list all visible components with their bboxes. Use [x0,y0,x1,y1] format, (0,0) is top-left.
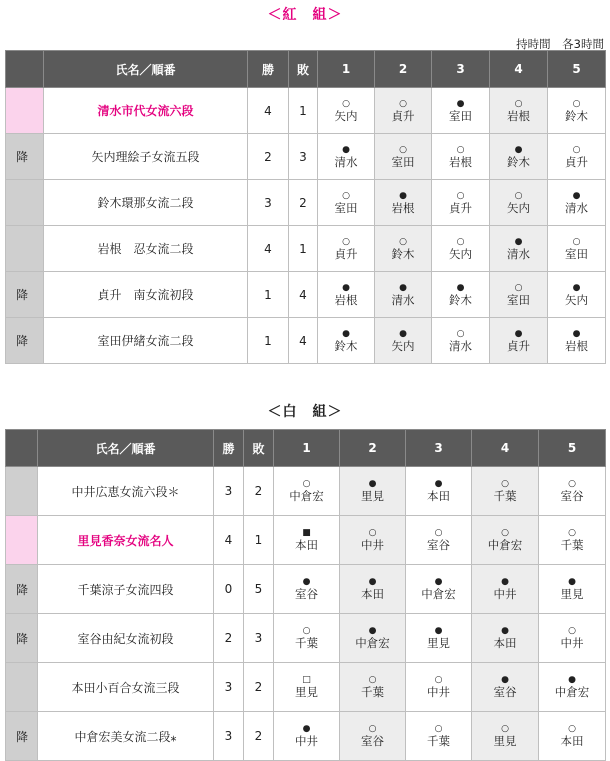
game-result-cell [340,565,406,614]
win-count: 0 [214,565,244,614]
game-result-cell [432,272,490,318]
loss-count: 2 [244,712,274,761]
game-result-cell [472,712,539,761]
opponent-name: 清水 [449,338,472,353]
round-header: 4 [490,51,548,88]
player-name: 千葉涼子女流四段 [38,565,214,614]
player-name: 室谷由紀女流初段 [38,614,214,663]
opponent-name: 清水 [334,154,358,169]
result-mark: ● [572,282,581,293]
loss-header: 敗 [289,51,318,88]
round-header: 3 [406,430,472,467]
game-result-cell [490,226,548,272]
relegation-status [6,180,44,226]
result-mark: ● [514,236,523,247]
result-mark: ○ [342,190,350,201]
opponent-name: 本田 [560,734,584,748]
game-result-cell [539,712,606,761]
relegation-status [6,516,38,565]
white-group-body [6,467,606,761]
game-result-cell [472,614,539,663]
result-mark: ○ [572,98,581,109]
opponent-name: 矢内 [334,108,358,123]
player-row [6,226,606,272]
opponent-name: 中井 [427,685,450,699]
loss-count: 1 [289,226,318,272]
result-mark: ● [368,479,377,489]
win-count: 4 [248,88,289,134]
relegation-status: 降 [6,134,44,180]
opponent-name: 室谷 [427,538,450,552]
game-result-cell [274,516,340,565]
round-header: 2 [375,51,432,88]
result-mark: ● [456,98,465,109]
result-mark: ○ [572,144,581,155]
win-count: 4 [248,226,289,272]
win-count: 2 [248,134,289,180]
opponent-name: 千葉 [427,734,450,748]
game-result-cell [406,712,472,761]
result-mark: ○ [568,479,576,489]
round-header: 1 [318,51,375,88]
game-result-cell [548,226,606,272]
game-result-cell [274,565,340,614]
opponent-name: 中倉宏 [554,685,590,699]
game-result-cell [548,134,606,180]
result-mark: ○ [501,528,509,538]
result-mark: ● [514,328,523,339]
opponent-name: 清水 [507,246,530,261]
game-result-cell [432,318,490,364]
opponent-name: 本田 [295,538,318,552]
red-group-title: ＜紅 組＞ [267,7,343,23]
game-result-cell [375,88,432,134]
opponent-name: 鈴木 [565,108,588,123]
round-header: 3 [432,51,490,88]
round-header: 1 [274,430,340,467]
result-mark: ○ [456,328,465,339]
opponent-name: 里見 [427,636,450,650]
result-mark: ○ [456,144,465,155]
player-name: 岩根 忍女流二段 [44,226,248,272]
opponent-name: 岩根 [391,200,415,215]
opponent-name: 貞升 [449,200,472,215]
result-mark: ○ [434,528,443,538]
game-result-cell [490,134,548,180]
win-count: 3 [248,180,289,226]
game-result-cell [274,614,340,663]
result-mark: ● [302,577,311,587]
game-result-cell [340,663,406,712]
result-mark: ○ [434,675,443,685]
loss-count: 5 [244,565,274,614]
game-result-cell [432,226,490,272]
opponent-name: 里見 [560,587,584,601]
result-mark: ○ [302,626,311,636]
opponent-name: 室田 [565,246,588,261]
opponent-name: 千葉 [493,489,517,503]
game-result-cell [548,88,606,134]
opponent-name: 室田 [449,108,472,123]
opponent-name: 室田 [507,292,530,307]
result-mark: ○ [399,98,407,109]
game-result-cell [432,134,490,180]
win-header: 勝 [214,430,244,467]
round-header: 2 [340,430,406,467]
game-result-cell [274,663,340,712]
player-name: 貞升 南女流初段 [44,272,248,318]
opponent-name: 鈴木 [334,338,358,353]
game-result-cell [375,318,432,364]
player-name: 鈴木環那女流二段 [44,180,248,226]
opponent-name: 鈴木 [391,246,415,261]
loss-count: 2 [289,180,318,226]
result-mark: ● [399,328,407,339]
game-result-cell [432,180,490,226]
opponent-name: 矢内 [565,292,588,307]
game-result-cell [274,712,340,761]
game-result-cell [340,516,406,565]
game-result-cell [548,318,606,364]
opponent-name: 岩根 [334,292,358,307]
game-result-cell [340,467,406,516]
opponent-name: 鈴木 [449,292,472,307]
opponent-name: 本田 [361,587,384,601]
player-name: 矢内理絵子女流五段 [44,134,248,180]
opponent-name: 中井 [493,587,517,601]
white-group-title: ＜白 組＞ [267,404,343,420]
opponent-name: 岩根 [565,338,588,353]
win-count: 2 [214,614,244,663]
opponent-name: 岩根 [449,154,472,169]
game-result-cell [432,88,490,134]
result-mark: ○ [368,675,377,685]
result-mark: □ [302,675,311,685]
loss-count: 3 [289,134,318,180]
loss-count: 2 [244,663,274,712]
game-result-cell [490,272,548,318]
game-result-cell [340,614,406,663]
result-mark: ● [302,724,311,734]
win-header: 勝 [248,51,289,88]
opponent-name: 矢内 [391,338,415,353]
result-mark: ○ [514,282,523,293]
name-header: 氏名／順番 [38,430,214,467]
result-mark: ○ [456,236,465,247]
result-mark: ● [368,626,377,636]
result-mark: ○ [568,724,576,734]
game-result-cell [375,226,432,272]
game-result-cell [375,180,432,226]
table-header-row [6,51,606,88]
loss-count: 3 [244,614,274,663]
result-mark: ● [501,626,509,636]
result-mark: ● [456,282,465,293]
result-mark: ● [572,190,581,201]
result-mark: ○ [572,236,581,247]
game-result-cell [472,516,539,565]
opponent-name: 貞升 [507,338,530,353]
game-result-cell [318,226,375,272]
game-result-cell [318,272,375,318]
player-row [6,318,606,364]
game-result-cell [539,614,606,663]
opponent-name: 室谷 [493,685,517,699]
player-row [6,134,606,180]
relegation-status: 降 [6,614,38,663]
table-header-row [6,430,606,467]
win-count: 1 [248,272,289,318]
game-result-cell [548,272,606,318]
game-result-cell [406,467,472,516]
player-row [6,180,606,226]
game-result-cell [406,565,472,614]
loss-count: 4 [289,272,318,318]
win-count: 3 [214,467,244,516]
game-result-cell [539,467,606,516]
result-mark: ● [342,282,350,293]
player-name: 中井広恵女流六段＊ [38,467,214,516]
game-result-cell [340,712,406,761]
result-mark: ○ [514,190,523,201]
relegation-status [6,663,38,712]
game-result-cell [539,663,606,712]
name-header: 氏名／順番 [44,51,248,88]
round-header: 5 [548,51,606,88]
result-mark: ○ [456,190,465,201]
result-mark: ○ [568,528,576,538]
game-result-cell [375,134,432,180]
opponent-name: 貞升 [565,154,588,169]
round-header: 4 [472,430,539,467]
opponent-name: 中倉宏 [289,489,324,503]
player-row [6,663,606,712]
result-mark: ○ [368,724,377,734]
result-mark: ○ [501,724,509,734]
result-mark: ● [399,190,407,201]
game-result-cell [406,614,472,663]
opponent-name: 千葉 [560,538,584,552]
win-count: 3 [214,663,244,712]
opponent-name: 室谷 [560,489,584,503]
opponent-name: 中井 [361,538,384,552]
player-row [6,467,606,516]
opponent-name: 室田 [334,200,358,215]
opponent-name: 貞升 [334,246,358,261]
relegation-status [6,88,44,134]
game-result-cell [490,88,548,134]
opponent-name: 里見 [295,685,318,699]
result-mark: ○ [302,479,311,489]
game-result-cell [472,663,539,712]
loss-header: 敗 [244,430,274,467]
game-result-cell [539,565,606,614]
result-mark: ○ [434,724,443,734]
opponent-name: 清水 [565,200,588,215]
win-count: 3 [214,712,244,761]
result-mark: ● [434,479,443,489]
game-result-cell [318,88,375,134]
opponent-name: 千葉 [295,636,318,650]
opponent-name: 貞升 [391,108,415,123]
relegation-status: 降 [6,565,38,614]
loss-count: 4 [289,318,318,364]
opponent-name: 室谷 [361,734,384,748]
status-header [6,51,44,88]
game-result-cell [318,134,375,180]
player-name: 室田伊緒女流二段 [44,318,248,364]
relegation-status: 降 [6,712,38,761]
opponent-name: 鈴木 [507,154,530,169]
player-row [6,712,606,761]
result-mark: ● [342,328,350,339]
game-result-cell [490,180,548,226]
white-group-table [5,429,606,761]
opponent-name: 岩根 [507,108,530,123]
game-result-cell [548,180,606,226]
result-mark: ○ [399,144,407,155]
result-mark: ● [572,328,581,339]
relegation-status [6,467,38,516]
relegation-status: 降 [6,318,44,364]
result-mark: ○ [399,236,407,247]
opponent-name: 千葉 [361,685,384,699]
game-result-cell [472,467,539,516]
opponent-name: 中倉宏 [355,636,390,650]
opponent-name: 中井 [560,636,584,650]
loss-count: 1 [244,516,274,565]
result-mark: ● [514,144,523,155]
result-mark: ● [434,577,443,587]
loss-count: 2 [244,467,274,516]
result-mark: ● [501,675,509,685]
opponent-name: 室谷 [295,587,318,601]
opponent-name: 清水 [391,292,415,307]
loss-count: 1 [289,88,318,134]
relegation-status: 降 [6,272,44,318]
player-name: 里見香奈女流名人 [38,516,214,565]
player-row [6,614,606,663]
time-control-note: 持時間 各3時間 [516,37,604,51]
win-count: 1 [248,318,289,364]
result-mark: ● [342,144,350,155]
result-mark: ● [501,577,509,587]
win-count: 4 [214,516,244,565]
red-group-table [5,50,606,364]
opponent-name: 中倉宏 [421,587,456,601]
opponent-name: 矢内 [507,200,530,215]
player-row [6,88,606,134]
game-result-cell [472,565,539,614]
result-mark: ● [399,282,407,293]
player-row [6,516,606,565]
status-header [6,430,38,467]
game-result-cell [406,663,472,712]
result-mark: ● [368,577,377,587]
opponent-name: 本田 [427,489,450,503]
result-mark: ○ [342,236,350,247]
result-mark: ○ [501,479,509,489]
game-result-cell [318,318,375,364]
game-result-cell [274,467,340,516]
game-result-cell [375,272,432,318]
player-row [6,565,606,614]
result-mark: ○ [342,98,350,109]
opponent-name: 矢内 [449,246,472,261]
result-mark: ○ [368,528,377,538]
opponent-name: 中倉宏 [487,538,523,552]
result-mark: ○ [514,98,523,109]
player-name: 清水市代女流六段 [44,88,248,134]
opponent-name: 中井 [295,734,318,748]
opponent-name: 室田 [391,154,415,169]
opponent-name: 里見 [493,734,517,748]
round-header: 5 [539,430,606,467]
game-result-cell [539,516,606,565]
result-mark: ● [568,675,576,685]
player-name: 本田小百合女流三段 [38,663,214,712]
player-row [6,272,606,318]
result-mark: ● [568,577,576,587]
opponent-name: 里見 [361,489,384,503]
red-group-body [6,88,606,364]
relegation-status [6,226,44,272]
result-mark: ● [434,626,443,636]
game-result-cell [406,516,472,565]
game-result-cell [318,180,375,226]
game-result-cell [490,318,548,364]
opponent-name: 本田 [493,636,517,650]
player-name: 中倉宏美女流二段⁎ [38,712,214,761]
result-mark: ■ [302,528,311,538]
result-mark: ○ [568,626,576,636]
